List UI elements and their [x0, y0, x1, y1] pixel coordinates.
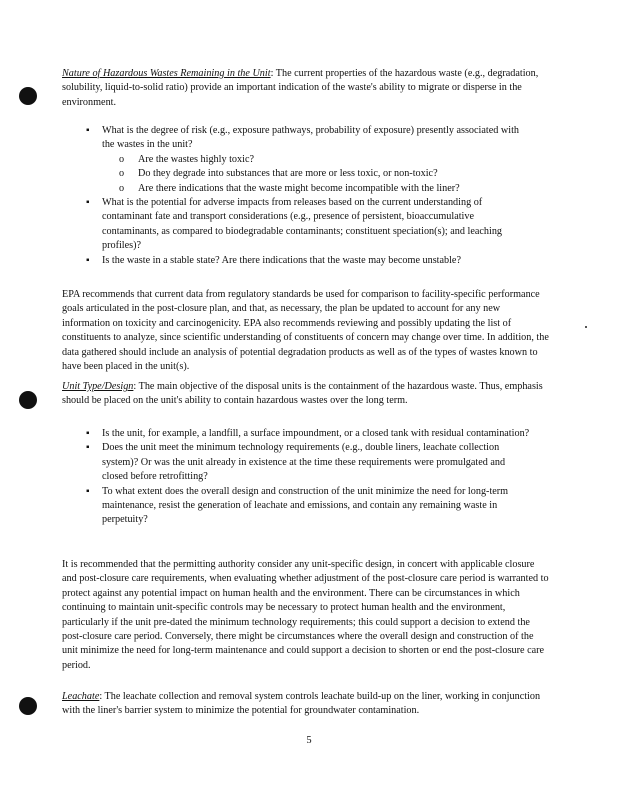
sub-bullet-list	[102, 153, 532, 196]
sub-list-item: o Do they degrade into substances that are more or less toxic, or non-toxic?	[102, 167, 532, 181]
nature-bullet-list	[62, 124, 532, 268]
epa-paragraph: EPA recommends that current data from regulatory standards be used for comparison to facility-specific performance goals articulated in the post-closure plan, and that, as necessary, the plan be updated to account for any new information on toxicity and carcinogenicity. EPA also recommends reviewing and possibly updating the list of constituents to analyze, since scientific understanding of constituents of concern may change over time. In addition, the data gathered should include an analysis of potential degradation products as well as of the types of wastes known to have been placed in the unit(s).	[62, 289, 549, 373]
list-item	[62, 124, 532, 196]
unit-bullet-list	[62, 427, 532, 528]
list-item: ▪ Is the waste in a stable state? Are there indications that the waste may become unstable?	[62, 254, 532, 268]
leachate-paragraph	[62, 690, 550, 719]
unit-paragraph	[62, 380, 550, 409]
nature-heading: Nature of Hazardous Wastes Remaining in the Unit	[62, 68, 271, 79]
sub-list-item: o Are the wastes highly toxic?	[102, 153, 532, 167]
list-item: ▪ Does the unit meet the minimum technology requirements (e.g., double liners, leachate collection system)? Or was the unit already in existence at the time these requirements were promulgated and closed before retrofitting?	[62, 441, 532, 484]
leachate-body: : The leachate collection and removal system controls leachate build-up on the liner, working in conjunction with the liner's barrier system to minimize the potential for groundwater contamination.	[62, 691, 541, 717]
list-item: ▪ Is the unit, for example, a landfill, a surface impoundment, or a closed tank with residual contamination?	[62, 427, 532, 441]
list-item: ▪ What is the potential for adverse impacts from releases based on the current understanding of contaminant fate and transport considerations (e.g., presence of persistent, bioaccumulative contaminants, as compared to biodegradable contaminants; constituent speciation(s); and leaching profiles)?	[62, 196, 532, 254]
scan-speck	[585, 326, 587, 328]
punch-hole-top	[19, 87, 37, 105]
leachate-heading: Leachate	[62, 691, 100, 702]
nature-paragraph	[62, 67, 550, 110]
bullet-text: What is the degree of risk (e.g., exposure pathways, probability of exposure) presently associated with the wastes in the unit?	[102, 125, 519, 151]
permitting-paragraph: It is recommended that the permitting authority consider any unit-specific design, in concert with applicable closure and post-closure care requirements, when evaluating whether adjustment of the post-closure care period is warranted to protect against any potential impact on human health and the environment. There can be circumstances in which continuing to maintain unit-specific controls may be necessary to protect human health and the environment, particularly if the unit pre-dated the minimum technology requirements; this could support a decision to extend the post-closure care period. Conversely, there might be circumstances where the overall design and construction of the unit minimize the need for long-term maintenance and could support a decision to shorten or end the post-closure care period.	[62, 559, 549, 671]
punch-hole-middle	[19, 391, 37, 409]
unit-body: : The main objective of the disposal units is the containment of the hazardous waste. Thus, emphasis should be placed on the unit's ability to contain hazardous wastes over the long term.	[62, 381, 543, 407]
punch-hole-bottom	[19, 697, 37, 715]
sub-list-item: o Are there indications that the waste might become incompatible with the liner?	[102, 182, 532, 196]
unit-heading: Unit Type/Design	[62, 381, 134, 392]
page-number: 5	[306, 735, 312, 746]
nature-body: : The current properties of the hazardous waste (e.g., degradation, solubility, liquid-to-solid ratio) provide an important indication of the waste's ability to migrate or disperse in the environment.	[62, 68, 539, 108]
list-item: ▪ To what extent does the overall design and construction of the unit minimize the need for long-term maintenance, resist the generation of leachate and emissions, and contain any remaining waste in perpetuity?	[62, 485, 532, 528]
